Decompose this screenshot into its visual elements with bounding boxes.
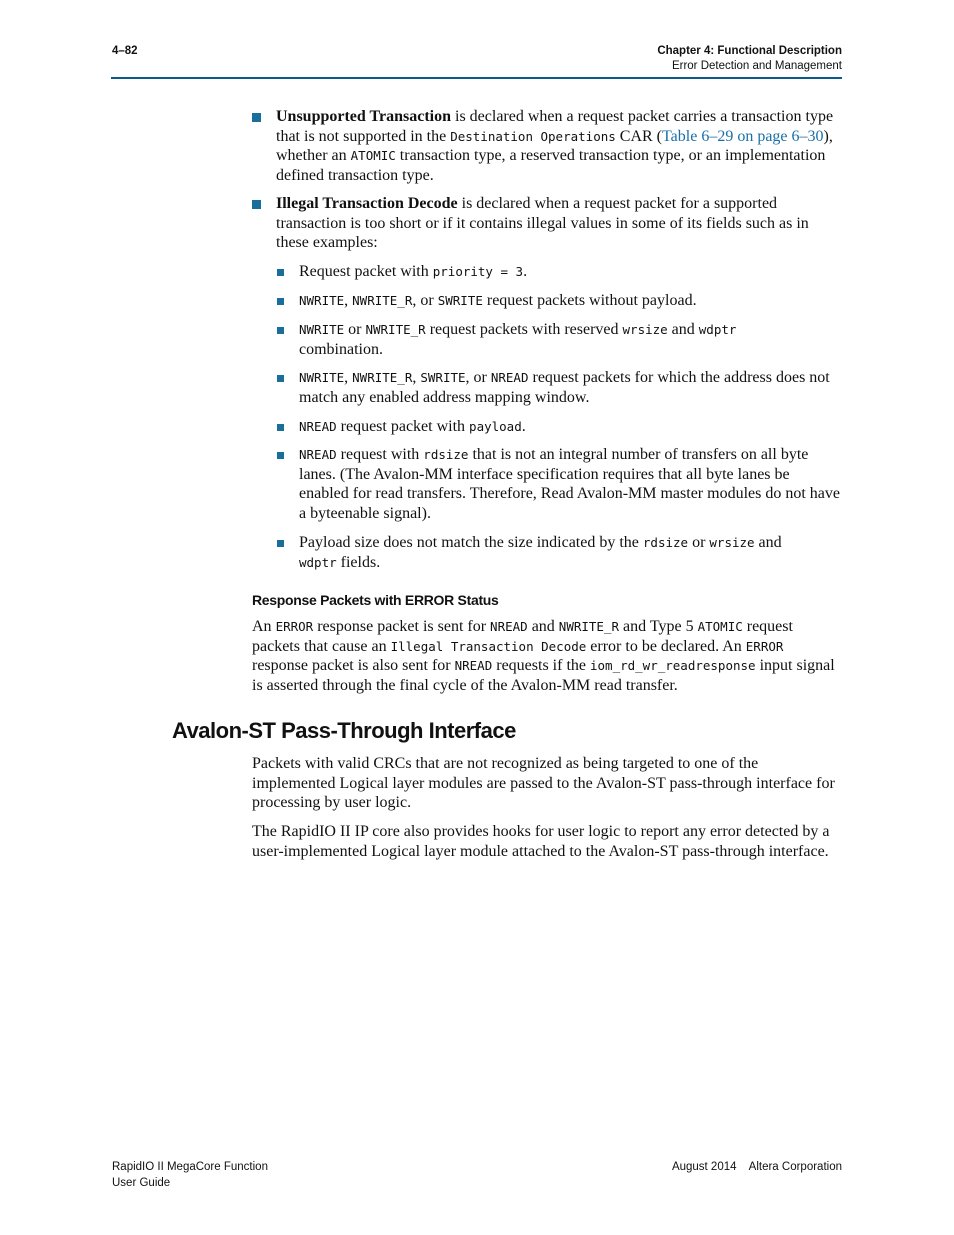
text: response packet is also sent for xyxy=(252,657,455,675)
text: and xyxy=(667,321,699,338)
text: that is not an integral number of transfers on all byte lanes. (The Avalon-MM interface specification requires that all byte lanes be enabled for read transfers. Therefore, Read Avalon-MM master modules do not have a byteenable signal). xyxy=(299,446,840,522)
text: or xyxy=(344,321,366,338)
code: iom_rd_wr_readresponse xyxy=(590,658,756,674)
text: request packets for which the address does not match any enabled address mapping window. xyxy=(299,369,830,406)
code: NWRITE_R xyxy=(352,370,413,385)
code: wdptr xyxy=(698,322,737,337)
passthrough-paragraph-1 xyxy=(252,754,842,813)
paragraph-text: The RapidIO II IP core also provides hooks for user logic to report any error detected by a user-implemented Logical layer module attached to the Avalon-ST pass-through interface. xyxy=(252,823,830,860)
text: transaction type, a reserved transaction type, or an implementation defined transaction type. xyxy=(276,147,826,184)
code: rdsize xyxy=(642,535,689,550)
code: SWRITE xyxy=(420,370,466,385)
code: NWRITE xyxy=(299,370,345,385)
sub-bullet-icon xyxy=(277,375,284,382)
section-title: Error Detection and Management xyxy=(671,60,842,72)
code: NREAD xyxy=(299,419,337,434)
term-illegal: Illegal Transaction Decode xyxy=(276,195,458,212)
text: request with xyxy=(336,446,424,463)
code: NREAD xyxy=(490,370,529,385)
text: response packet is sent for xyxy=(313,618,491,635)
sub-bullet-icon xyxy=(277,452,284,459)
text: input signal is asserted through the final cycle of the Avalon-MM read transfer. xyxy=(252,657,835,694)
example-item xyxy=(299,417,842,437)
code: priority = 3 xyxy=(432,264,524,279)
paragraph-text: Packets with valid CRCs that are not recognized as being targeted to one of the implemented Logical layer modules are passed to the Avalon-ST pass-through interface for processing by user logic. xyxy=(252,755,835,812)
footer-doc-type: User Guide xyxy=(112,1177,171,1189)
code: NWRITE_R xyxy=(365,322,426,337)
footer-date-company: August 2014 Altera Corporation xyxy=(671,1161,842,1173)
unsupported-transaction-item xyxy=(276,107,842,185)
text: , or xyxy=(412,292,438,309)
text: is declared when a request packet for a supported transaction is too short or if it contains illegal values in some of its fields such as in these examples: xyxy=(276,195,809,252)
code: NWRITE xyxy=(299,322,345,337)
footer-left xyxy=(112,1159,268,1191)
code: rdsize xyxy=(423,447,469,462)
text: , xyxy=(344,292,353,309)
text: , xyxy=(412,369,421,386)
text: and xyxy=(754,534,782,551)
text: request packets that cause an xyxy=(252,618,793,655)
code: wdptr xyxy=(299,554,337,570)
chapter-title: Chapter 4: Functional Description xyxy=(657,45,842,57)
code: NWRITE_R xyxy=(558,619,620,634)
text: CAR ( xyxy=(615,127,663,145)
code: payload xyxy=(469,419,522,434)
sub-bullet-icon xyxy=(277,298,284,305)
table-link[interactable]: Table 6–29 on page 6–30 xyxy=(662,127,824,145)
text: and Type 5 xyxy=(619,618,698,635)
sub-bullet-icon xyxy=(277,424,284,431)
code: SWRITE xyxy=(437,293,483,308)
example-item xyxy=(299,445,842,523)
example-item xyxy=(299,533,842,572)
text: request packet with xyxy=(336,418,470,435)
response-packets-heading: Response Packets with ERROR Status xyxy=(252,592,499,608)
code: wrsize xyxy=(622,322,668,337)
code-destination-operations: Destination Operations xyxy=(450,128,616,144)
text: request packets with reserved xyxy=(425,321,623,338)
page-number: 4–82 xyxy=(112,45,138,57)
code: NWRITE_R xyxy=(352,293,413,308)
code: Illegal Transaction Decode xyxy=(390,638,587,654)
code: NWRITE xyxy=(299,293,345,308)
example-item xyxy=(299,320,842,359)
code: ERROR xyxy=(275,619,314,634)
code-atomic: ATOMIC xyxy=(350,148,396,164)
passthrough-paragraph-2 xyxy=(252,822,842,861)
bullet-square-icon xyxy=(252,113,261,122)
passthrough-heading: Avalon-ST Pass-Through Interface xyxy=(172,718,516,743)
code: NREAD xyxy=(299,447,337,462)
bullet-square-icon xyxy=(252,200,261,209)
example-item xyxy=(299,262,842,282)
example-item xyxy=(299,291,842,311)
header-rule xyxy=(111,77,842,79)
code: NREAD xyxy=(490,619,528,634)
text: request packets without payload. xyxy=(482,292,697,309)
text: ), whether an xyxy=(276,127,833,165)
code: wrsize xyxy=(709,535,755,550)
text: Request packet with xyxy=(299,263,433,280)
text: . xyxy=(521,418,526,435)
text: Payload size does not match the size indicated by the xyxy=(299,534,643,551)
text: or xyxy=(688,534,710,551)
text: error to be declared. An xyxy=(586,637,746,655)
text: is declared when a request packet carries a transaction type that is not supported in the xyxy=(276,108,834,145)
term-unsupported: Unsupported Transaction xyxy=(276,108,451,125)
code: NREAD xyxy=(454,658,493,674)
sub-bullet-icon xyxy=(277,327,284,334)
footer-doc-title: RapidIO II MegaCore Function xyxy=(112,1161,268,1173)
response-packets-paragraph xyxy=(252,617,842,695)
example-item xyxy=(299,368,842,407)
sub-bullet-icon xyxy=(277,269,284,276)
text: fields. xyxy=(336,553,381,571)
text: An xyxy=(252,618,276,635)
sub-bullet-icon xyxy=(277,540,284,547)
text: , or xyxy=(465,369,491,386)
code: ATOMIC xyxy=(697,619,743,634)
code: ERROR xyxy=(745,638,784,654)
text: , xyxy=(344,369,353,386)
text: requests if the xyxy=(492,657,590,675)
text: . xyxy=(523,263,528,280)
text: and xyxy=(527,618,559,635)
illegal-transaction-item xyxy=(276,194,842,253)
text: combination. xyxy=(299,340,383,358)
